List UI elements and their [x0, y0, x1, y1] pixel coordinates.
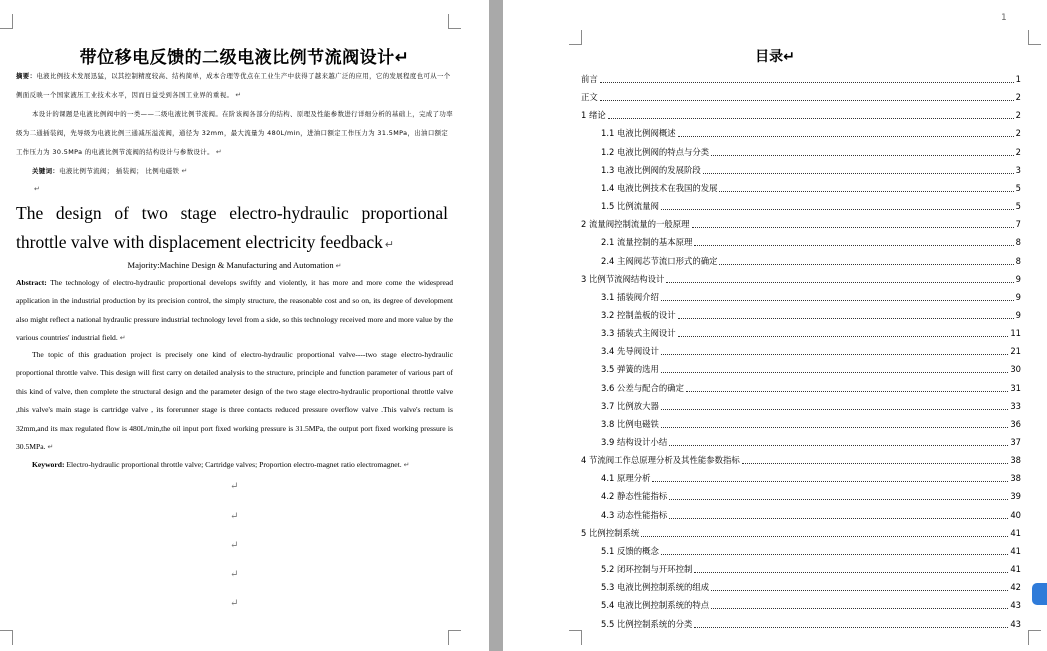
toc-entry[interactable] — [601, 578, 1021, 596]
toc-leader-dots — [694, 571, 1008, 573]
toc-leader-dots — [641, 535, 1008, 537]
toc-entry[interactable] — [581, 70, 1021, 88]
toc-entry-label: 2.4 主阀阀芯节流口形式的确定 — [601, 255, 718, 266]
toc-leader-dots — [686, 390, 1008, 392]
toc-leader-dots — [678, 135, 1014, 137]
toc-entry[interactable] — [601, 288, 1021, 306]
paragraph-mark: ↵ — [230, 511, 239, 522]
en-title-line-1: The design of two stage electro-hydraulic proportional — [16, 203, 448, 223]
toc-entry-label: 3.2 控制盖板的设计 — [601, 309, 676, 320]
crop-mark — [448, 630, 461, 645]
toc-leader-dots — [719, 190, 1013, 192]
toc-entry[interactable] — [601, 197, 1021, 215]
toc-entry-label: 3 比例节流阀结构设计 — [581, 273, 665, 284]
toc-entry-label: 5.4 电液比例控制系统的特点 — [601, 600, 710, 611]
toc-entry-label: 5.3 电液比例控制系统的组成 — [601, 582, 710, 593]
scroll-indicator-icon[interactable] — [1032, 583, 1047, 605]
cn-abstract-label: 摘要： — [16, 72, 37, 80]
toc-leader-dots — [661, 208, 1014, 210]
en-title: The design of two stage electro-hydraulic proportional throttle valve with displacement electricity feedback ↵ — [16, 199, 448, 260]
toc-entry-label: 前言 — [581, 74, 598, 84]
paragraph-mark: ↵ — [230, 598, 239, 609]
cn-title: 带位移电反馈的二级电液比例节流阀设计↵ — [79, 48, 410, 68]
toc-entry-label: 1.2 电液比例阀的特点与分类 — [601, 146, 710, 157]
toc-leader-dots — [694, 244, 1013, 246]
toc-entry-label: 5.2 闭环控制与开环控制 — [601, 564, 693, 575]
toc-entry-page: 43 — [1010, 600, 1021, 611]
toc-entry[interactable] — [601, 596, 1021, 614]
toc-entry[interactable] — [601, 487, 1021, 505]
toc-entry-page: 1 — [1015, 74, 1021, 84]
paragraph-mark: ↵ — [230, 481, 239, 492]
crop-mark — [0, 630, 13, 645]
toc-entry[interactable] — [601, 161, 1021, 179]
toc-entry-label: 1 绪论 — [581, 110, 606, 121]
toc-entry[interactable] — [601, 379, 1021, 397]
toc-entry-page: 41 — [1010, 564, 1021, 575]
toc-entry-page: 43 — [1010, 618, 1021, 629]
toc-leader-dots — [669, 498, 1008, 500]
toc-leader-dots — [703, 172, 1014, 174]
toc-leader-dots — [661, 299, 1014, 301]
toc-entry[interactable] — [601, 306, 1021, 324]
toc-entry-page: 11 — [1010, 328, 1021, 339]
toc-leader-dots — [678, 317, 1014, 319]
toc-entry-page: 40 — [1010, 509, 1021, 520]
toc-entry-page: 8 — [1015, 237, 1021, 248]
cn-keywords-label: 关键词： — [32, 167, 60, 175]
toc-entry-label: 5.5 比例控制系统的分类 — [601, 618, 693, 629]
crop-mark — [1028, 630, 1041, 645]
toc-leader-dots — [678, 335, 1009, 337]
toc-entry[interactable] — [601, 397, 1021, 415]
toc-entry-label: 3.3 插装式主阀设计 — [601, 328, 676, 339]
toc-entry-page: 36 — [1010, 418, 1021, 429]
toc-entry[interactable] — [601, 542, 1021, 560]
toc-leader-dots — [692, 226, 1014, 228]
toc-entry[interactable] — [581, 215, 1021, 233]
toc-leader-dots — [661, 371, 1008, 373]
paragraph-mark: ↵ — [230, 540, 239, 551]
toc-entry-label: 3.1 插装阀介绍 — [601, 291, 659, 302]
cn-abstract-p2: 本设计的课题是电液比例阀中的一类——二级电液比例节流阀。在阶该阀各部分的结构、原理及性能参数进行详细分析的基础上，完成了功率级为二通插装阀，先导级为电液比例三通减压溢流阀，通径为 32mm，最大流量为 480L/min，进油口额定工作压力为 31.5MPa，出油口额定工作压力为 30.5MPa 的电液比例节流阀的结构设计与参数设计。 ↵ — [16, 110, 454, 156]
toc-entry[interactable] — [601, 560, 1021, 578]
toc-entry-label: 1.3 电液比例阀的发展阶段 — [601, 164, 701, 175]
toc-entry-page: 9 — [1015, 309, 1021, 320]
toc-entry-page: 2 — [1015, 128, 1021, 139]
toc-entry-label: 3.9 结构设计小结 — [601, 437, 668, 447]
crop-mark — [448, 14, 461, 29]
crop-mark — [569, 630, 582, 645]
toc-leader-dots — [661, 408, 1008, 410]
toc-entry-page: 21 — [1010, 346, 1021, 357]
toc-entry-label: 1.4 电液比例技术在我国的发展 — [601, 182, 718, 193]
toc-entry-label: 4.2 静态性能指标 — [601, 491, 668, 502]
toc-leader-dots — [600, 81, 1014, 83]
toc-entry[interactable] — [601, 615, 1021, 633]
toc-entry[interactable] — [581, 106, 1021, 124]
toc-entry-page: 5 — [1015, 201, 1021, 212]
toc-leader-dots — [694, 626, 1008, 628]
toc-leader-dots — [600, 99, 1014, 101]
document-page-right — [503, 0, 1047, 651]
toc-leader-dots — [669, 517, 1008, 519]
toc-entry-label: 3.5 弹簧的选用 — [601, 364, 659, 375]
toc-entry[interactable] — [601, 324, 1021, 342]
toc-entry-page: 9 — [1015, 273, 1021, 284]
toc-entry-label: 4 节流阀工作总原理分析及其性能参数指标 — [581, 455, 740, 466]
toc-entry[interactable] — [601, 179, 1021, 197]
toc-entry-page: 41 — [1010, 527, 1021, 538]
toc-entry-label: 1.5 比例流量阀 — [601, 201, 659, 212]
crop-mark — [569, 30, 582, 45]
toc-leader-dots — [661, 353, 1008, 355]
toc-entry[interactable] — [601, 415, 1021, 433]
toc-entry[interactable] — [601, 360, 1021, 378]
en-keywords-label: Keyword: — [32, 460, 65, 469]
paragraph-mark: ↵ — [230, 569, 239, 580]
toc-entry-label: 3.8 比例电磁铁 — [601, 418, 659, 429]
crop-mark — [1028, 30, 1041, 45]
toc-entry-label: 3.6 公差与配合的确定 — [601, 382, 684, 393]
toc-entry-page: 2 — [1015, 110, 1021, 121]
page-gap — [489, 0, 503, 651]
toc-entry-page: 9 — [1015, 291, 1021, 302]
en-title-line-2: throttle valve with displacement electricity feedback — [16, 232, 383, 252]
toc-entry[interactable] — [601, 124, 1021, 142]
en-abstract-text-2: The topic of this graduation project is precisely one kind of electro-hydraulic proportional valve----two stage electro-hydraulic proportional throttle valve. This design will first carry on detailed analysis to the structure, principle and function parameter of various part of this kind of valve, then complete the structural design and the parameter design of the two stage electro-hydraulic proportional throttle valve ,this valve's main stage is cartridge valve , its forerunner stage is three contacts reduced pressure overflow valve .This valve's rectum is 32mm,and its max regulated flow is 480L/min,the oil input port fixed working pressure is 31.5MPa, the output port fixed working pressure is 30.5MPa. — [16, 350, 453, 452]
toc-entry[interactable] — [581, 270, 1021, 288]
toc-entry[interactable] — [601, 433, 1021, 451]
toc-entry-page: 42 — [1010, 582, 1021, 593]
toc-entry-label: 4.1 原理分析 — [601, 473, 651, 484]
toc-entry-page: 2 — [1015, 146, 1021, 157]
toc-entry-page: 37 — [1010, 437, 1021, 447]
toc-title: 目录↵ — [755, 49, 795, 65]
toc-entry-page: 38 — [1010, 473, 1021, 484]
toc-entry[interactable] — [581, 451, 1021, 469]
document-page-left — [0, 0, 489, 651]
toc-entry-page: 31 — [1010, 382, 1021, 393]
toc-entry-page: 2 — [1015, 92, 1021, 103]
toc-entry-page: 8 — [1015, 255, 1021, 266]
toc-leader-dots — [742, 462, 1009, 464]
toc-leader-dots — [711, 589, 1008, 591]
en-abstract-label: Abstract: — [16, 278, 47, 287]
crop-mark — [0, 14, 13, 29]
cn-abstract-text: 电液比例技术发展迅猛，以其控制精度较高、结构简单，成本合理等优点在工业生产中获得了越来越广泛的应用，它的发展程度也可从一个侧面反映一个国家液压工业技术水平，因而日益受到各国工业界的重视。 — [16, 72, 451, 99]
cn-keywords-text: 电液比例节流阀； 插装阀； 比例电磁铁 — [59, 167, 180, 175]
toc-entry[interactable] — [601, 252, 1021, 270]
toc-entry-label: 3.7 比例放大器 — [601, 400, 659, 411]
toc-entry-label: 5 比例控制系统 — [581, 527, 640, 538]
toc-entry-page: 30 — [1010, 364, 1021, 375]
toc-entry[interactable] — [601, 143, 1021, 161]
toc-entry-page: 33 — [1010, 400, 1021, 411]
en-abstract-p2: The topic of this graduation project is precisely one kind of electro-hydraulic proportional valve----two stage electro-hydraulic proportional throttle valve. This design will first carry on detailed analysis to the structure, principle and function parameter of various part of this kind of valve, then complete the structural design and the parameter design of the two stage electro-hydraulic proportional throttle valve ,this valve's main stage is cartridge valve , its forerunner stage is three contacts reduced pressure overflow valve .This valve's rectum is 32mm,and its max regulated flow is 480L/min,the oil input port fixed working pressure is 31.5MPa, the output port fixed working pressure is 30.5MPa. ↵ — [16, 350, 453, 452]
toc-entry[interactable] — [601, 233, 1021, 251]
en-keywords-text: Electro-hydraulic proportional throttle valve; Cartridge valves; Proportion electro-magnet ratio electromagnet. — [66, 460, 402, 469]
toc-leader-dots — [661, 426, 1008, 428]
toc-entry[interactable] — [601, 342, 1021, 360]
toc-entry-label: 5.1 反馈的概念 — [601, 545, 659, 556]
toc-entry[interactable] — [601, 469, 1021, 487]
toc-leader-dots — [666, 281, 1013, 283]
toc-entry[interactable] — [581, 88, 1021, 106]
toc-entry-label: 正文 — [581, 92, 598, 103]
en-abstract-text: The technology of electro-hydraulic proportional develops swiftly and violently, it has more and more come the widespread application in the industrial production by its precision control, the simply structure, the reasonable cost and so on, its degree of development also might reflect a national hydraulic pressure industrial technology level from a side, so this technology received more and more value by the various countries' industrial field. — [16, 278, 454, 343]
cn-abstract-p1: 摘要：电液比例技术发展迅猛，以其控制精度较高、结构简单，成本合理等优点在工业生产中获得了越来越广泛的应用，它的发展程度也可从一个侧面反映一个国家液压工业技术水平，因而日益受到各国工业界的重视。 ↵ — [16, 72, 451, 99]
toc-entry-page: 5 — [1015, 182, 1021, 193]
toc-leader-dots — [608, 117, 1014, 119]
page-number: 1 — [1001, 13, 1007, 23]
majority: Majority:Machine Design & Manufacturing and Automation ↵ — [127, 260, 342, 270]
toc-entry-page: 38 — [1010, 455, 1021, 466]
toc-entry-page: 41 — [1010, 545, 1021, 556]
cn-keywords: 关键词：电液比例节流阀； 插装阀； 比例电磁铁 ↵ — [32, 167, 188, 175]
toc-entry[interactable] — [601, 506, 1021, 524]
toc-entry-label: 2.1 流量控制的基本原理 — [601, 237, 693, 248]
en-keywords: Keyword: Electro-hydraulic proportional throttle valve; Cartridge valves; Proportion electro-magnet ratio electromagnet. ↵ — [32, 460, 410, 469]
empty-paragraph: ↵ — [34, 185, 41, 193]
toc-leader-dots — [661, 553, 1008, 555]
toc-entry-label: 2 流量阀控制流量的一般原理 — [581, 219, 690, 230]
toc-entry-label: 3.4 先导阀设计 — [601, 346, 659, 357]
toc-entry[interactable] — [581, 524, 1021, 542]
toc-entry-label: 1.1 电液比例阀概述 — [601, 128, 676, 139]
toc-entry-page: 3 — [1015, 164, 1021, 175]
toc-entry-page: 39 — [1010, 491, 1021, 502]
en-abstract-p1: Abstract: The technology of electro-hydraulic proportional develops swiftly and violently, it has more and more come the widespread application in the industrial production by its precision control, the simply structure, the reasonable cost and so on, its degree of development also might reflect a national hydraulic pressure industrial technology level from a side, so this technology received more and more value by the various countries' industrial field. ↵ — [16, 278, 454, 343]
toc-entry-label: 4.3 动态性能指标 — [601, 509, 668, 520]
toc-leader-dots — [719, 263, 1013, 265]
toc-leader-dots — [669, 444, 1008, 446]
cn-abstract-text-2: 本设计的课题是电液比例阀中的一类——二级电液比例节流阀。在阶该阀各部分的结构、原理及性能参数进行详细分析的基础上，完成了功率级为二通插装阀，先导级为电液比例三通减压溢流阀，通径为 32mm，最大流量为 480L/min，进油口额定工作压力为 31.5MPa，出油口额定工作压力为 30.5MPa 的电液比例节流阀的结构设计与参数设计。 — [16, 110, 454, 156]
majority-text: Majority:Machine Design & Manufacturing and Automation — [127, 260, 334, 270]
toc-leader-dots — [652, 480, 1008, 482]
toc-leader-dots — [711, 154, 1014, 156]
toc-leader-dots — [711, 607, 1008, 609]
toc-entry-page: 7 — [1015, 219, 1021, 230]
